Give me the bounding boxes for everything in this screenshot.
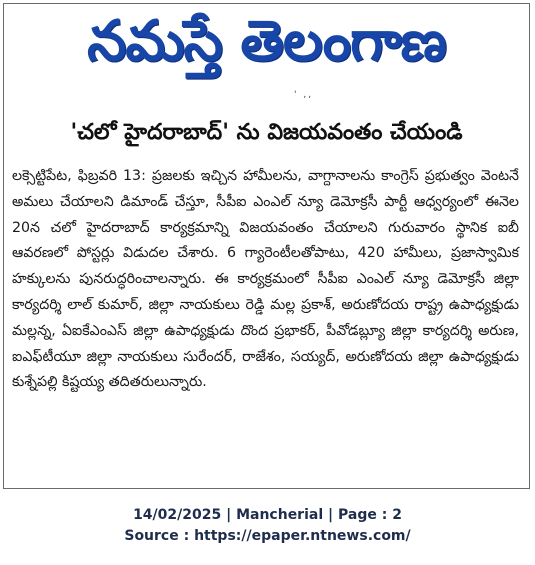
newspaper-masthead: నమస్తే తెలంగాణ	[87, 8, 446, 74]
edition-info: 14/02/2025 | Mancherial | Page : 2	[133, 507, 402, 523]
article-body	[12, 164, 519, 396]
source-link[interactable]: Source : https://epaper.ntnews.com/	[124, 528, 411, 544]
stray-print-marks: ' ,,	[294, 90, 314, 100]
news-clipping	[3, 3, 530, 489]
article-headline: 'చలో హైదరాబాద్' ను విజయవంతం చేయండి	[70, 120, 463, 145]
article-paragraph: లక్సెట్టిపేట, ఫిబ్రవరి 13: ప్రజలకు ఇచ్చిన హామీలను, వాగ్దానాలను కాంగ్రెస్ ప్రభుత్వం వెంటనే అమలు చేయాలని డిమాండ్ చేస్తూ, సీపీఐ ఎంఎల్ న్యూ డెమోక్రసీ పార్టీ ఆధ్వర్యంలో ఈనెల 20న చలో హైదరాబాద్ కార్యక్రమాన్ని విజయవంతం చేయాలని గురువారం స్థానిక ఐబీ ఆవరణలో పోస్టర్లు విడుదల చేశారు. 6 గ్యారెంటీలతోపాటు, 420 హామీలు, ప్రజాస్వామిక హక్కులను పునరుద్ధరించాలన్నారు. ఈ కార్యక్రమంలో సీపీఐ ఎంఎల్ న్యూ డెమోక్రసీ జిల్లా కార్యదర్శి లాల్ కుమార్, జిల్లా నాయకులు రెడ్డి మల్ల ప్రకాశ్, అరుణోదయ రాష్ట్ర ఉపాధ్యక్షుడు మల్లన్న, ఏఐకేఎంఎస్ జిల్లా ఉపాధ్యక్షుడు దొంద ప్రభాకర్, పీవోడబ్ల్యూ జిల్లా కార్యదర్శి అరుణ, ఐఎఫ్‌టీయూ జిల్లా నాయకులు సురేందర్, రాజేశం, సయ్యద్, అరుణోదయ జిల్లా ఉపాధ్యక్షుడు కుశ్నేపల్లి కిష్టయ్య తదితరులున్నారు.	[12, 168, 519, 391]
